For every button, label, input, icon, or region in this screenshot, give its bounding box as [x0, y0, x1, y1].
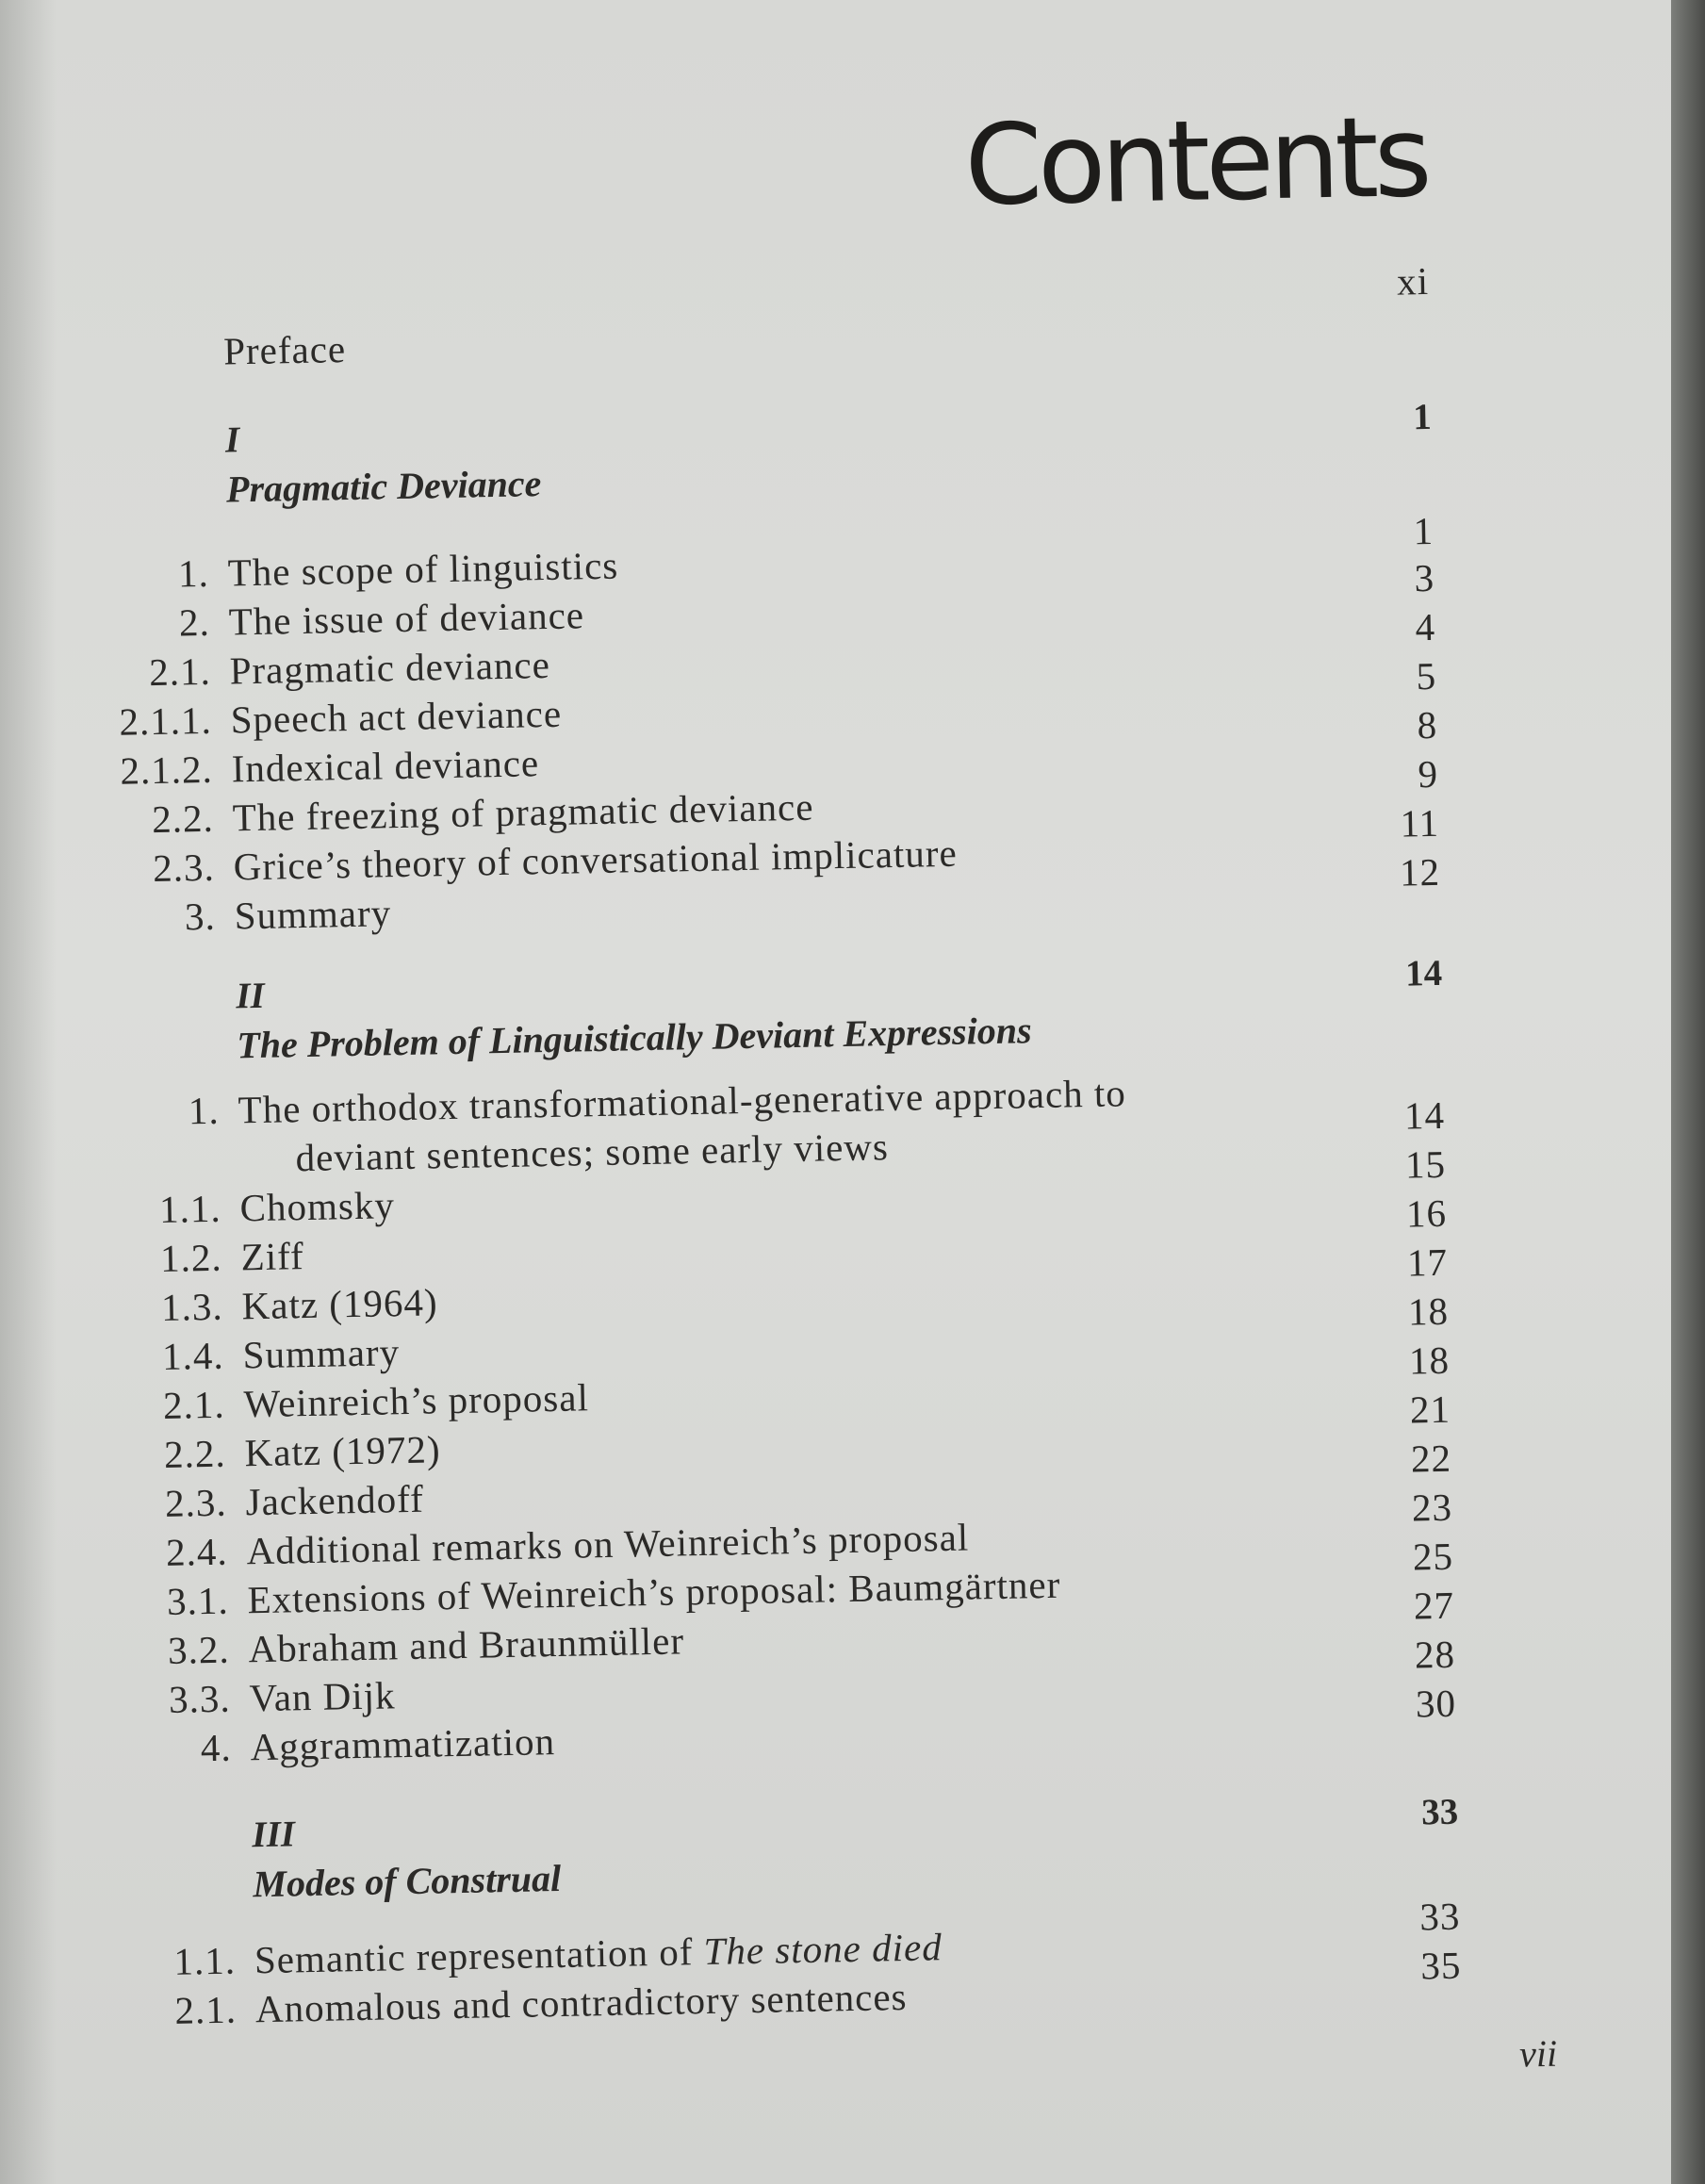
toc-number: 1.3.	[160, 1284, 224, 1329]
toc-page: xi	[1396, 258, 1430, 304]
chapter-number: II	[235, 975, 266, 1017]
toc-page: 8	[1417, 702, 1438, 747]
chapter-title: Pragmatic Deviance	[225, 462, 542, 511]
toc-page: 1	[1413, 508, 1434, 553]
toc-page: 15	[1404, 1141, 1447, 1187]
toc-number: 3.	[184, 894, 217, 939]
toc-label: Summary	[234, 891, 392, 938]
page-title: Contents	[963, 90, 1429, 231]
toc-label: Van Dijk	[249, 1673, 396, 1720]
toc-label: Extensions of Weinreich’s proposal: Baumgärtner	[247, 1562, 1061, 1622]
chapter-number: III	[252, 1814, 296, 1856]
toc-label: Additional remarks on Weinreich’s proposal	[246, 1515, 970, 1573]
toc-label: Indexical deviance	[231, 741, 540, 791]
toc-label-continued: deviant sentences; some early views	[295, 1125, 890, 1180]
page-edge	[1671, 0, 1705, 2184]
toc-number: 2.2.	[151, 796, 215, 842]
toc-label: Katz (1972)	[244, 1427, 441, 1475]
toc-page: 27	[1413, 1583, 1455, 1628]
toc-number: 2.4.	[165, 1529, 229, 1574]
toc-number: 1.4.	[161, 1333, 225, 1378]
toc-label: Speech act deviance	[230, 691, 563, 742]
toc-label: Abraham and Braunmüller	[248, 1618, 685, 1671]
chapter-page: 1	[1412, 396, 1433, 438]
chapter-title: The Problem of Linguistically Deviant Expressions	[236, 1009, 1032, 1067]
toc-page: 12	[1399, 849, 1441, 895]
toc-page: 33	[1418, 1894, 1461, 1939]
toc-label: The freezing of pragmatic deviance	[232, 784, 814, 840]
toc-page: 22	[1410, 1436, 1452, 1481]
toc-label: Summary	[242, 1330, 401, 1377]
chapter-title: Modes of Construal	[252, 1856, 562, 1906]
toc-label: The orthodox transformational-generative approach to	[238, 1071, 1127, 1132]
toc-page: 35	[1419, 1943, 1462, 1988]
toc-label: Anomalous and contradictory sentences	[254, 1974, 908, 2031]
toc-number: 2.1.	[162, 1382, 226, 1427]
chapter-page: 33	[1420, 1791, 1459, 1833]
toc-page: 4	[1415, 604, 1436, 649]
toc-number: 1.	[188, 1088, 221, 1133]
toc-page: 9	[1418, 751, 1439, 796]
toc-number: 1.1.	[158, 1186, 222, 1231]
toc-label: Jackendoff	[245, 1476, 425, 1524]
chapter-number: I	[224, 419, 240, 461]
toc-page: 5	[1416, 653, 1437, 698]
toc-label: Preface	[222, 327, 347, 373]
toc-page: 18	[1407, 1289, 1450, 1334]
toc-number: 3.1.	[166, 1578, 230, 1623]
toc-page: 25	[1412, 1534, 1454, 1579]
toc-label: The issue of deviance	[228, 593, 585, 644]
toc-label: Katz (1964)	[241, 1280, 438, 1328]
toc-number: 4.	[200, 1725, 233, 1770]
toc-page: 21	[1409, 1387, 1451, 1432]
toc-page: 11	[1400, 800, 1440, 846]
toc-number: 3.3.	[168, 1676, 232, 1721]
folio-page-number: vii	[1518, 2031, 1558, 2076]
toc-page: 3	[1414, 555, 1435, 600]
toc-label: Pragmatic deviance	[229, 642, 551, 693]
toc-page: 23	[1411, 1485, 1453, 1530]
toc-number: 1.	[177, 550, 210, 596]
toc-number: 1.2.	[159, 1235, 223, 1280]
toc-label: Chomsky	[239, 1183, 396, 1230]
toc-page: 28	[1414, 1632, 1456, 1677]
toc-label: Ziff	[240, 1234, 305, 1279]
toc-number: 2.2.	[163, 1431, 227, 1476]
toc-number: 2.1.	[174, 1987, 238, 2032]
toc-label: Aggrammatization	[250, 1719, 556, 1769]
toc-label-italic: The stone died	[703, 1925, 943, 1974]
toc-label-text: Semantic representation of	[254, 1929, 705, 1982]
toc-number: 2.1.	[148, 649, 212, 695]
toc-label: Weinreich’s proposal	[243, 1375, 590, 1426]
toc-number: 2.	[178, 599, 211, 645]
toc-number: 2.3.	[152, 845, 216, 891]
toc-label: Grice’s theory of conversational implicature	[233, 830, 959, 889]
toc-page: 30	[1415, 1681, 1457, 1726]
toc-page: 18	[1408, 1338, 1451, 1383]
chapter-page: 14	[1404, 952, 1443, 994]
toc-number: 2.3.	[164, 1480, 228, 1525]
toc-number: 2.1.1.	[119, 698, 213, 744]
toc-page: 16	[1405, 1191, 1448, 1236]
toc-number: 2.1.2.	[120, 747, 214, 793]
toc-page: 17	[1406, 1240, 1449, 1285]
toc-page: 14	[1403, 1092, 1446, 1138]
toc-label: The scope of linguistics	[227, 543, 619, 595]
toc-number: 1.1.	[173, 1938, 237, 1983]
toc-number: 3.2.	[167, 1627, 231, 1672]
